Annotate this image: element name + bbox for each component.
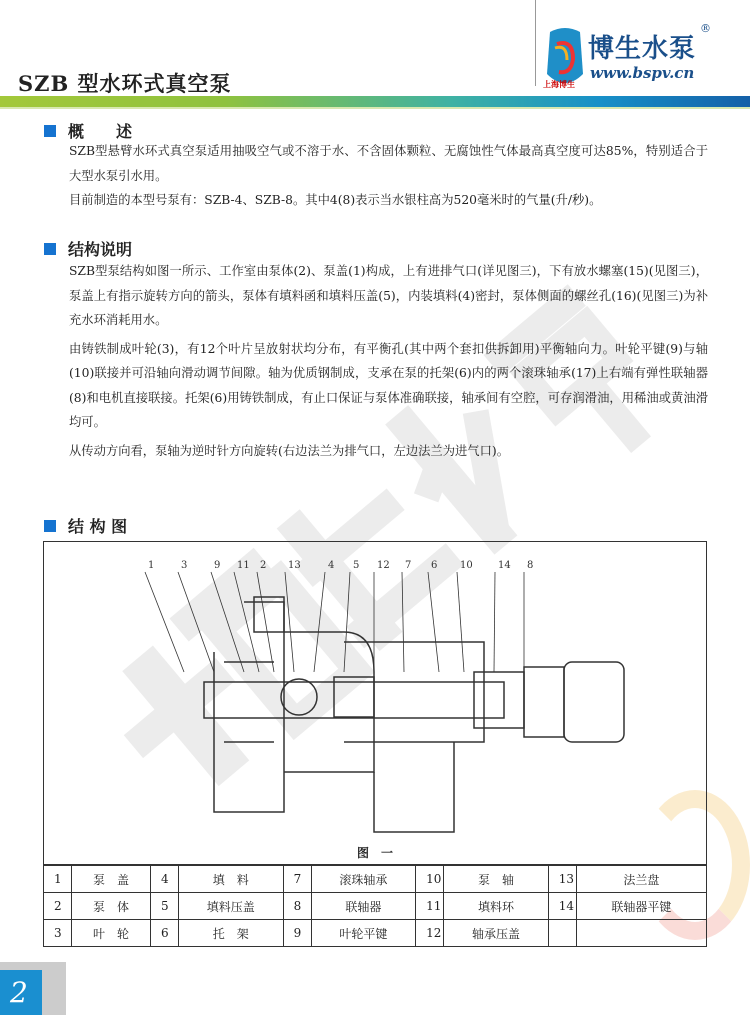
part-name: 叶 轮 <box>72 920 151 947</box>
page-title: SZB 型水环式真空泵 <box>18 71 232 96</box>
callout-leader-line <box>314 572 325 672</box>
bullet-square-icon <box>44 243 56 255</box>
callout-leader-line <box>285 572 294 672</box>
page-number: 2 <box>0 970 42 1015</box>
heading-text: 结 构 图 <box>68 517 128 536</box>
callout-leader-line <box>234 572 259 672</box>
table-row <box>44 866 707 893</box>
callout-leader-line <box>428 572 439 672</box>
overview-text <box>44 139 708 213</box>
callout-leader-line <box>257 572 274 672</box>
header-bar-shadow <box>0 107 750 109</box>
part-name: 联轴器平键 <box>576 893 706 920</box>
part-number <box>548 920 576 947</box>
heading-text: 概 述 <box>68 122 133 141</box>
part-number: 8 <box>283 893 311 920</box>
part-name: 泵 盖 <box>72 866 151 893</box>
structure-text <box>44 259 708 463</box>
callout-label: 8 <box>527 560 534 571</box>
paragraph: 从传动方向看，泵轴为逆时针方向旋转(右边法兰为排气口，左边法兰为进气口)。 <box>69 443 509 458</box>
divider <box>535 0 536 86</box>
structure-diagram <box>43 541 707 865</box>
callout-leader-line <box>344 572 350 672</box>
callout-label: 14 <box>498 560 511 571</box>
callout-leader-line <box>457 572 464 672</box>
part-name: 托 架 <box>178 920 283 947</box>
part-number: 9 <box>283 920 311 947</box>
part-name: 法兰盘 <box>576 866 706 893</box>
part-name: 滚珠轴承 <box>311 866 416 893</box>
part-name <box>576 920 706 947</box>
part-name: 填 料 <box>178 866 283 893</box>
callout-leader-line <box>178 572 214 672</box>
callout-label: 6 <box>431 560 438 571</box>
registered-mark: ® <box>700 22 711 35</box>
section-heading-structure <box>44 237 132 260</box>
part-number: 11 <box>416 893 444 920</box>
callout-label: 4 <box>328 560 335 571</box>
callout-label: 2 <box>260 560 267 571</box>
part-name: 叶轮平键 <box>311 920 416 947</box>
part-number: 7 <box>283 866 311 893</box>
part-number: 6 <box>150 920 178 947</box>
part-name: 轴承压盖 <box>444 920 549 947</box>
callout-leader-line <box>145 572 184 672</box>
part-name: 泵 轴 <box>444 866 549 893</box>
part-number: 2 <box>44 893 72 920</box>
parts-table <box>43 865 707 947</box>
bullet-square-icon <box>44 520 56 532</box>
pump-cross-section <box>44 542 708 866</box>
brand-url: www.bspv.cn <box>590 64 695 82</box>
part-number: 1 <box>44 866 72 893</box>
part-number: 5 <box>150 893 178 920</box>
part-name: 填料压盖 <box>178 893 283 920</box>
callout-label: 3 <box>181 560 188 571</box>
logo-subtitle: 上海博生 <box>543 80 575 89</box>
part-number: 3 <box>44 920 72 947</box>
bullet-square-icon <box>44 125 56 137</box>
part-name: 联轴器 <box>311 893 416 920</box>
callout-label: 7 <box>405 560 412 571</box>
part-number: 12 <box>416 920 444 947</box>
part-name: 填料环 <box>444 893 549 920</box>
brand-name: 博生水泵 <box>588 34 697 64</box>
section-heading-diagram <box>44 514 127 537</box>
part-number: 14 <box>548 893 576 920</box>
part-name: 泵 体 <box>72 893 151 920</box>
heading-text: 结构说明 <box>68 240 133 259</box>
callout-label: 1 <box>148 560 155 571</box>
callout-label: 13 <box>288 560 301 571</box>
paragraph: 由铸铁制成叶轮(3)，有12个叶片呈放射状均分布，有平衡孔(其中两个套扣供拆卸用)平衡轴向力。叶轮平键(9)与轴(10)联接并可沿轴向滑动调节间隙。轴为优质钢制成，支承在泵的托架(6)内的两个滚珠轴承(17)上右端有弹性联轴器(8)和电机直接联接。托架(6)用铸铁制成，有止口保证与泵体准确联接，轴承间有空腔，可存润滑油，用稀油或黄油滑均可。 <box>69 341 708 429</box>
callout-label: 9 <box>214 560 221 571</box>
callout-leader-line <box>402 572 404 672</box>
callout-leader-line <box>494 572 495 672</box>
header-gradient-bar <box>0 96 750 107</box>
callout-label: 11 <box>237 560 250 571</box>
callout-label: 5 <box>353 560 360 571</box>
part-number: 13 <box>548 866 576 893</box>
diagram-caption: 图 一 <box>356 846 393 860</box>
callout-label: 10 <box>460 560 473 571</box>
paragraph: SZB型悬臂水环式真空泵适用抽吸空气或不溶于水、不含固体颗粒、无腐蚀性气体最高真空度可达85%，特别适合于大型水泵引水用。 <box>69 144 708 183</box>
paragraph: 目前制造的本型号泵有：SZB-4、SZB-8。其中4(8)表示当水银柱高为520毫米时的气量(升/秒)。 <box>69 193 602 207</box>
paragraph: SZB型泵结构如图一所示、工作室由泵体(2)、泵盖(1)构成，上有进排气口(详见图三)，下有放水螺塞(15)(见图三)，泵盖上有指示旋转方向的箭头，泵体有填料函和填料压盖(5)，内装填料(4)密封，泵体侧面的螺丝孔(16)(见图三)为补充水环消耗用水。 <box>69 264 708 327</box>
part-number: 4 <box>150 866 178 893</box>
callout-leader-line <box>211 572 244 672</box>
callout-label: 12 <box>377 560 390 571</box>
part-number: 10 <box>416 866 444 893</box>
table-row <box>44 920 707 947</box>
table-row <box>44 893 707 920</box>
